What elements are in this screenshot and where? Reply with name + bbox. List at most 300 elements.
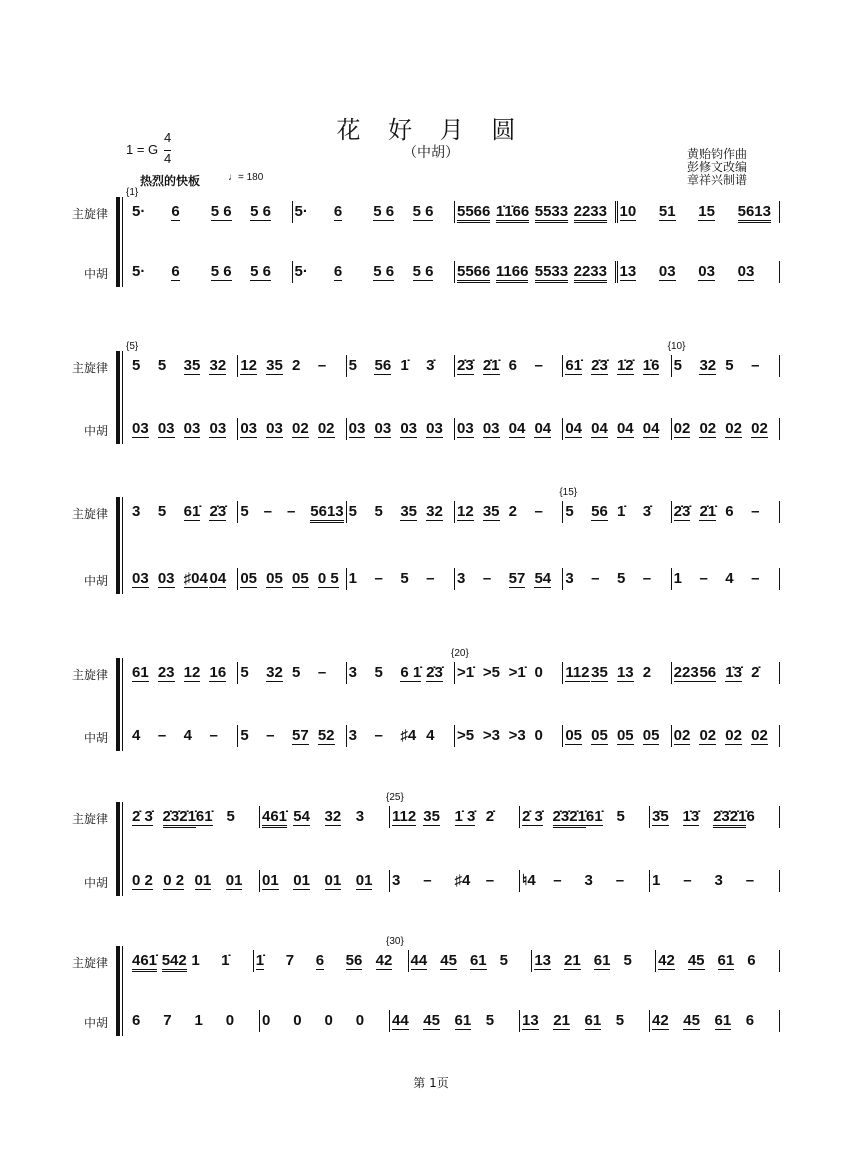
measure xyxy=(293,261,456,283)
note-group: 1̇ xyxy=(221,952,230,969)
note-group: 35 xyxy=(183,357,201,374)
note-group: 5533 xyxy=(535,261,574,283)
measure xyxy=(650,870,780,892)
note-group: 45 xyxy=(440,952,457,969)
part-label: 中胡 xyxy=(83,876,108,890)
measure xyxy=(347,568,455,590)
system-bracket xyxy=(116,658,120,751)
note-group: 5 xyxy=(157,357,167,374)
note-group: 05 xyxy=(591,727,608,744)
note-group: 2 xyxy=(291,357,301,374)
note-group: – xyxy=(534,357,543,374)
measure xyxy=(618,201,781,223)
note-group: 5 xyxy=(348,357,357,374)
note-group: 1̇ xyxy=(255,952,265,969)
measure xyxy=(293,201,456,223)
note-group: 03 xyxy=(132,420,149,437)
note-group: 03 xyxy=(737,263,755,280)
system-barline xyxy=(122,351,123,444)
note-group: 3̇5 xyxy=(652,808,669,825)
note-group: 2̇ 3̇ xyxy=(522,808,543,825)
transcriber: 章祥兴制谱 xyxy=(687,173,748,187)
note-group: 61̇ xyxy=(565,357,582,374)
note-group: – xyxy=(683,872,692,889)
note-group: 5 xyxy=(616,808,625,825)
zhonghu-part xyxy=(130,568,780,590)
note-group: 2̇3̇ xyxy=(591,357,608,374)
part-label: 主旋律 xyxy=(71,207,108,221)
note-group: 1̇ xyxy=(400,357,409,374)
note-group: 03 xyxy=(132,570,149,587)
melody-part xyxy=(130,806,780,828)
measure xyxy=(672,355,780,377)
key-signature: 1 = G xyxy=(126,142,159,157)
measure xyxy=(260,806,390,828)
note-group: 5533 xyxy=(535,201,574,223)
note-group: 5 xyxy=(291,664,301,681)
composer: 黄贻钧作曲 xyxy=(687,147,748,161)
measure xyxy=(455,201,618,223)
note-group: – xyxy=(642,570,652,587)
measure-number: {30} xyxy=(386,936,404,947)
note-group: 02 xyxy=(317,420,335,437)
measure xyxy=(455,355,563,377)
note-group: 223 xyxy=(673,664,699,681)
note-group: 7 xyxy=(163,1012,172,1029)
note-group: 35 xyxy=(482,503,500,520)
note-group: 6 xyxy=(333,203,343,220)
measure xyxy=(520,806,650,828)
measure xyxy=(130,568,238,590)
note-group: 05 xyxy=(240,570,258,587)
note-group: 02 xyxy=(673,727,691,744)
system-barline xyxy=(122,197,123,287)
note-group: 1 xyxy=(652,872,661,889)
note-group: 04 xyxy=(642,420,660,437)
note-group: 01 xyxy=(225,872,243,889)
measure xyxy=(390,870,520,892)
measure-number: {25} xyxy=(386,792,404,803)
melody-part xyxy=(130,501,780,523)
note-group: 2 xyxy=(508,503,517,520)
note-group: 42 xyxy=(658,952,675,969)
note-group: 6 xyxy=(745,1012,755,1029)
note-group: 35 xyxy=(266,357,283,374)
note-group: 2̇3̇2̇1̇ xyxy=(713,806,746,828)
note-group: 13 xyxy=(522,1012,539,1029)
measure-number: {5} xyxy=(126,341,139,352)
note-group: 04 xyxy=(209,570,227,587)
credits xyxy=(687,148,747,187)
note-group: 61 xyxy=(714,1012,732,1029)
part-label: 主旋律 xyxy=(71,361,108,375)
measure xyxy=(563,662,671,684)
note-group: 01 xyxy=(355,872,373,889)
note-group: 04 xyxy=(565,420,582,437)
note-group: 03 xyxy=(183,420,201,437)
note-group: 61 xyxy=(132,664,149,681)
measure xyxy=(347,418,455,440)
metronome-mark: ♩= 180 xyxy=(228,172,264,183)
measure-number: {10} xyxy=(667,341,686,352)
note-group: 4 xyxy=(725,570,734,587)
system-bracket xyxy=(116,351,120,444)
note-group: 5 xyxy=(348,503,357,520)
note-group: 02 xyxy=(725,727,742,744)
melody-part xyxy=(130,355,780,377)
note-group: 5· xyxy=(294,263,308,280)
measure xyxy=(455,418,563,440)
note-group: – xyxy=(263,503,272,520)
zhonghu-part xyxy=(130,725,780,747)
note-group: 5 xyxy=(616,570,626,587)
note-group: 5566 xyxy=(457,261,496,283)
note-group: – xyxy=(699,570,708,587)
note-group: – xyxy=(751,357,760,374)
tempo-marking: 热烈的快板 xyxy=(140,174,201,188)
measure xyxy=(130,950,254,972)
note-group: 3 xyxy=(355,808,365,825)
note-group: 35 xyxy=(400,503,417,520)
measure xyxy=(672,418,780,440)
part-label: 中胡 xyxy=(83,267,108,281)
note-group: 03 xyxy=(266,420,283,437)
note-group: 03 xyxy=(240,420,258,437)
note-group: – xyxy=(374,727,383,744)
note-group: 03 xyxy=(658,263,676,280)
part-label: 主旋律 xyxy=(71,507,108,521)
note-group: 2̇3̇ xyxy=(209,503,227,520)
note-group: 112 xyxy=(392,808,417,825)
note-group: 1̇6 xyxy=(642,357,660,374)
note-group: 6 xyxy=(333,263,343,280)
note-group: 5 6 xyxy=(373,263,395,280)
note-group: 03 xyxy=(426,420,443,437)
zhonghu-part xyxy=(130,1010,780,1032)
part-label: 中胡 xyxy=(83,1016,108,1030)
measure xyxy=(455,261,618,283)
note-group: 10 xyxy=(619,203,637,220)
note-group: 61 xyxy=(454,1012,472,1029)
note-group: ♯4 xyxy=(400,727,417,744)
note-group: 3 xyxy=(584,872,593,889)
note-group: 32 xyxy=(266,664,283,681)
note-group: 6 xyxy=(171,263,180,280)
instrument-subtitle: （中胡） xyxy=(403,145,459,161)
note-group: 5· xyxy=(294,203,308,220)
note-group: ♯04 xyxy=(183,570,208,587)
note-group: 56 xyxy=(345,952,363,969)
note-group: 61 xyxy=(469,952,487,969)
note-group: 2̇1̇ xyxy=(482,357,500,374)
note-group: 12 xyxy=(240,357,258,374)
measure xyxy=(455,501,563,523)
note-group: 1 xyxy=(673,570,682,587)
note-group: 5 xyxy=(673,357,682,374)
note-group: 52 xyxy=(317,727,335,744)
note-group: 42 xyxy=(375,952,393,969)
note-group: 44 xyxy=(410,952,428,969)
measure xyxy=(347,662,455,684)
part-label: 中胡 xyxy=(83,731,108,745)
note-group: 461̇ xyxy=(262,806,293,828)
melody-part xyxy=(130,662,780,684)
system-barline xyxy=(122,946,123,1036)
part-label: 主旋律 xyxy=(71,812,108,826)
time-signature-bottom: 4 xyxy=(164,151,172,166)
note-group: 3 xyxy=(565,570,574,587)
note-group: 5 xyxy=(623,952,632,969)
note-group: 5 6 xyxy=(250,263,271,280)
note-group: – xyxy=(426,570,435,587)
note-group: 32 xyxy=(699,357,717,374)
arranger: 彭修文改编 xyxy=(687,160,748,174)
note-group: >5 xyxy=(456,727,475,744)
time-signature-top: 4 xyxy=(164,130,172,145)
note-group: 3 xyxy=(348,664,357,681)
note-group: 5· xyxy=(132,203,146,220)
measure xyxy=(672,568,780,590)
note-group: 56 xyxy=(591,503,608,520)
measure xyxy=(254,950,409,972)
note-group: 461̇ xyxy=(132,950,162,972)
note-group: – xyxy=(317,664,327,681)
note-group: 03 xyxy=(698,263,715,280)
measure xyxy=(563,355,671,377)
measure xyxy=(563,501,671,523)
note-group: 6 xyxy=(747,952,756,969)
note-group: 5 xyxy=(240,727,249,744)
note-group: 04 xyxy=(508,420,526,437)
note-group: – xyxy=(751,503,760,520)
note-group: 42 xyxy=(652,1012,669,1029)
measure xyxy=(532,950,656,972)
note-group: 2 xyxy=(642,664,652,681)
part-label: 主旋律 xyxy=(71,668,108,682)
note-group: 5 xyxy=(226,808,235,825)
note-group: 02 xyxy=(751,420,768,437)
note-group: 56 xyxy=(699,664,717,681)
note-group: 3 xyxy=(392,872,401,889)
note-group: 02 xyxy=(699,420,717,437)
note-group: 13 xyxy=(616,664,634,681)
measure xyxy=(650,1010,780,1032)
note-group: 01 xyxy=(293,872,310,889)
measure xyxy=(390,806,520,828)
note-group: 04 xyxy=(534,420,552,437)
note-group: 01 xyxy=(194,872,212,889)
note-group: – xyxy=(286,503,296,520)
note-group: – xyxy=(482,570,492,587)
measure xyxy=(455,725,563,747)
note-group: 2̇3̇2̇1̇ xyxy=(163,806,196,828)
note-group: ♯4 xyxy=(454,872,471,889)
note-group: 5 xyxy=(132,357,141,374)
note-group: 12 xyxy=(456,503,474,520)
note-group: 57 xyxy=(508,570,526,587)
note-group: – xyxy=(423,872,432,889)
measure xyxy=(130,261,293,283)
measure xyxy=(130,725,238,747)
note-group: 4 xyxy=(426,727,435,744)
note-group: – xyxy=(615,872,625,889)
note-group: 5 6 xyxy=(210,263,232,280)
note-group: 5 xyxy=(400,570,409,587)
note-group: 51 xyxy=(658,203,676,220)
note-group: – xyxy=(209,727,218,744)
note-group: 2̇3̇2̇1̇ xyxy=(553,806,586,828)
note-group: 13 xyxy=(619,263,637,280)
system-barline xyxy=(122,802,123,896)
note-group: 15 xyxy=(698,203,715,220)
zhonghu-part xyxy=(130,870,780,892)
measure xyxy=(260,1010,390,1032)
measure xyxy=(347,501,455,523)
note-group: 5 6 xyxy=(250,203,271,220)
note-group: 2̇ 3̇ xyxy=(132,808,153,825)
note-group: 03 xyxy=(456,420,474,437)
measure xyxy=(238,725,346,747)
note-group: 4 xyxy=(132,727,141,744)
measure xyxy=(130,501,238,523)
note-group: 3 xyxy=(456,570,466,587)
note-group: 03 xyxy=(348,420,366,437)
note-group: 5 xyxy=(374,503,383,520)
note-group: – xyxy=(157,727,167,744)
note-group: 3̇ xyxy=(426,357,435,374)
measure xyxy=(618,261,781,283)
note-group: 2233 xyxy=(574,201,613,223)
note-group: 03 xyxy=(209,420,227,437)
note-group: 01 xyxy=(324,872,342,889)
note-group: 21 xyxy=(553,1012,570,1029)
measure xyxy=(455,568,563,590)
note-group: 03 xyxy=(482,420,500,437)
measure xyxy=(563,725,671,747)
measure xyxy=(238,355,346,377)
measure xyxy=(672,662,780,684)
note-group: 6 xyxy=(508,357,517,374)
note-group: 05 xyxy=(266,570,283,587)
note-group: 45 xyxy=(687,952,705,969)
note-group: 02 xyxy=(751,727,768,744)
note-group: 0 xyxy=(534,727,543,744)
note-group: 5 xyxy=(374,664,383,681)
note-group: 32 xyxy=(324,808,342,825)
note-group: – xyxy=(485,872,495,889)
system-bracket xyxy=(116,946,120,1036)
note-group: 05 xyxy=(642,727,660,744)
measure xyxy=(260,870,390,892)
note-group: 23 xyxy=(157,664,175,681)
note-group: 02 xyxy=(699,727,717,744)
note-group: 6 1̇ xyxy=(400,664,422,681)
note-group: 1̇1̇66 xyxy=(496,201,535,223)
note-group: 2̇ xyxy=(751,664,760,681)
note-group: 35 xyxy=(591,664,608,681)
note-group: 05 xyxy=(616,727,634,744)
note-group: 35 xyxy=(423,808,440,825)
note-group: 5 xyxy=(615,1012,625,1029)
note-group: 03 xyxy=(157,420,175,437)
note-group: 5613 xyxy=(310,501,343,523)
measure xyxy=(563,568,671,590)
note-group: 01 xyxy=(262,872,279,889)
zhonghu-part xyxy=(130,261,780,283)
note-group: 3 xyxy=(714,872,723,889)
measure xyxy=(130,806,260,828)
page-number: 第 1页 xyxy=(413,1076,449,1090)
note-group: 61 xyxy=(584,1012,602,1029)
note-group: 3 xyxy=(132,503,141,520)
note-group: ♮4 xyxy=(522,872,536,889)
measure xyxy=(238,418,346,440)
measure xyxy=(130,355,238,377)
note-group: >3 xyxy=(482,727,500,744)
system-bracket xyxy=(116,197,120,287)
note-group: 6 xyxy=(171,203,180,220)
note-group: 5 xyxy=(565,503,574,520)
note-group: 61 xyxy=(717,952,735,969)
note-group: 0 2 xyxy=(132,872,153,889)
note-group: 5 xyxy=(725,357,734,374)
measure xyxy=(130,418,238,440)
note-group: – xyxy=(553,872,562,889)
note-group: 2̇3̇ xyxy=(456,357,474,374)
note-group: 1̇ xyxy=(616,503,626,520)
note-group: 12 xyxy=(183,664,201,681)
measure-number: {20} xyxy=(451,648,469,659)
note-group: >1̇ xyxy=(456,664,475,681)
note-group: 6 xyxy=(746,808,755,825)
measure xyxy=(238,501,346,523)
note-group: >5 xyxy=(482,664,500,681)
note-group: 3̇ xyxy=(642,503,652,520)
note-group: 04 xyxy=(591,420,608,437)
note-group: 2233 xyxy=(574,261,613,283)
measure xyxy=(130,201,293,223)
note-group: 45 xyxy=(423,1012,440,1029)
measure xyxy=(390,1010,520,1032)
measure xyxy=(130,662,238,684)
note-group: 21 xyxy=(564,952,581,969)
measure xyxy=(238,662,346,684)
note-group: 5 xyxy=(240,503,249,520)
note-group: 1 xyxy=(191,952,200,969)
part-label: 中胡 xyxy=(83,424,108,438)
note-group: 56 xyxy=(374,357,392,374)
note-group: 61̇ xyxy=(585,808,603,825)
note-group: 1̇ 3̇ xyxy=(454,808,476,825)
note-group: 7 xyxy=(285,952,295,969)
note-group: – xyxy=(745,872,755,889)
note-group: 5· xyxy=(132,263,146,280)
note-group: 542 xyxy=(162,950,192,972)
note-group: – xyxy=(374,570,383,587)
measure xyxy=(563,418,671,440)
note-group: 32 xyxy=(209,357,227,374)
note-group: 44 xyxy=(392,1012,409,1029)
melody-part xyxy=(130,950,780,972)
measure xyxy=(347,725,455,747)
note-group: 0 2 xyxy=(163,872,185,889)
note-group: 5 6 xyxy=(412,203,434,220)
note-group: 0 xyxy=(355,1012,365,1029)
note-group: 05 xyxy=(565,727,582,744)
note-group: 112 xyxy=(565,664,590,681)
score-title: 花 好 月 圆 xyxy=(336,116,526,144)
note-group: 02 xyxy=(291,420,309,437)
